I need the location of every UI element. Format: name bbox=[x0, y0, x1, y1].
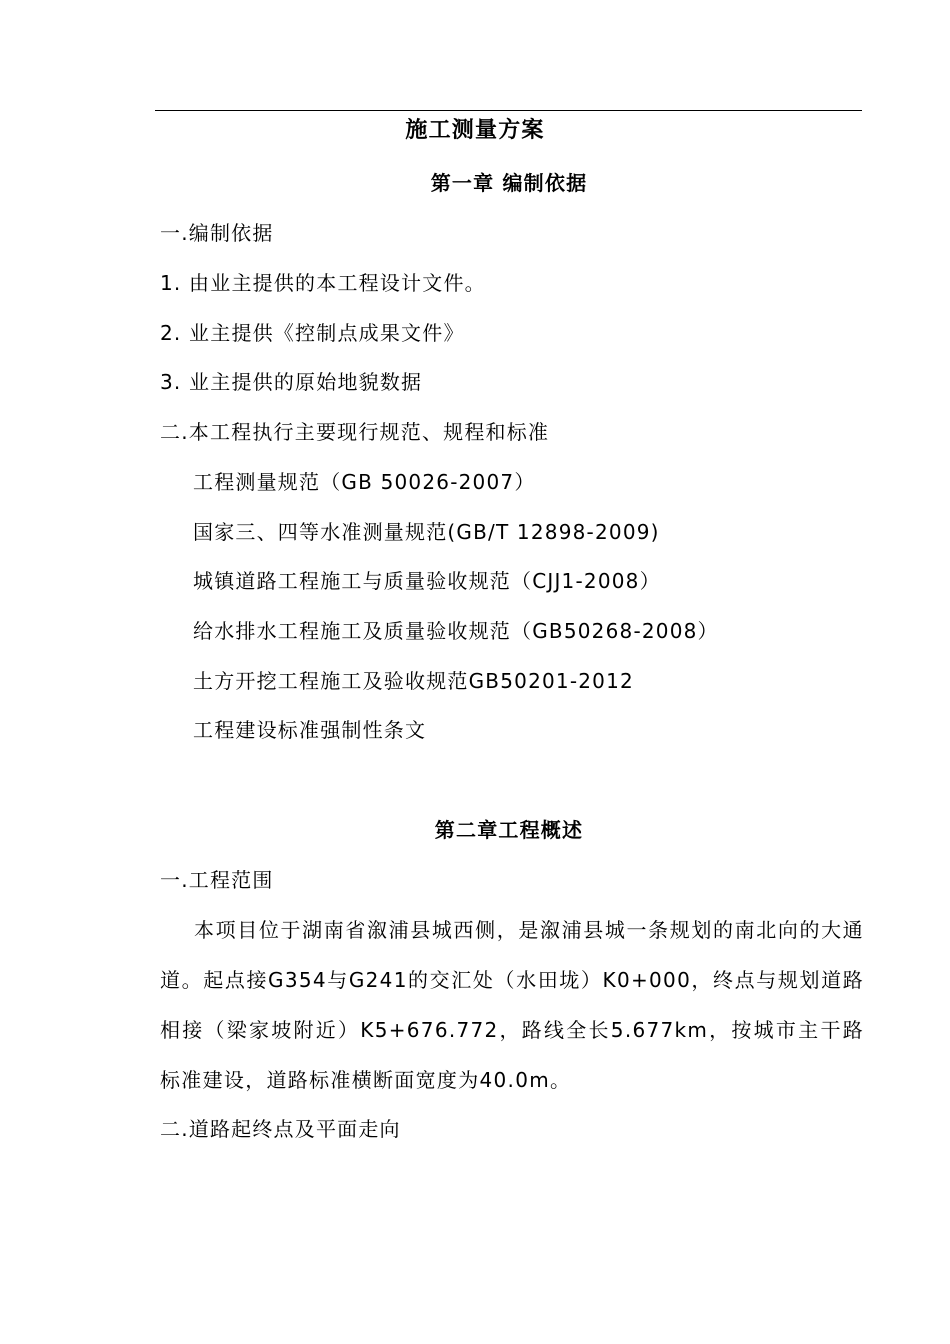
chapter2-section1-title: 一.工程范围 bbox=[160, 868, 274, 892]
chapter2-heading: 第二章工程概述 bbox=[434, 818, 584, 842]
standard-item: 给水排水工程施工及质量验收规范（GB50268-2008） bbox=[193, 619, 719, 643]
document-title: 施工测量方案 bbox=[405, 118, 545, 143]
standard-item: 工程建设标准强制性条文 bbox=[193, 718, 427, 742]
project-scope-paragraph: 本项目位于湖南省溆浦县城西侧，是溆浦县城一条规划的南北向的大通道。起点接G354与G241的交汇处（水田垅）K0+000，终点与规划道路相接（梁家坡附近）K5+676.772，路线全长5.677km，按城市主干路标准建设，道路标准横断面宽度为40.0m。 bbox=[160, 918, 864, 1092]
standard-item: 国家三、四等水准测量规范(GB/T 12898-2009) bbox=[193, 520, 660, 544]
list-item: 2. 业主提供《控制点成果文件》 bbox=[160, 321, 465, 345]
chapter1-section1-title: 一.编制依据 bbox=[160, 221, 274, 245]
list-item: 1. 由业主提供的本工程设计文件。 bbox=[160, 271, 486, 295]
standard-item: 城镇道路工程施工与质量验收规范（CJJ1-2008） bbox=[193, 569, 661, 593]
chapter1-heading: 第一章 编制依据 bbox=[430, 171, 588, 195]
chapter1-section2-title: 二.本工程执行主要现行规范、规程和标准 bbox=[160, 420, 550, 444]
list-item: 3. 业主提供的原始地貌数据 bbox=[160, 370, 423, 394]
header-rule bbox=[155, 110, 862, 111]
standard-item: 工程测量规范（GB 50026-2007） bbox=[193, 470, 536, 494]
chapter2-section2-title: 二.道路起终点及平面走向 bbox=[160, 1117, 401, 1141]
standard-item: 土方开挖工程施工及验收规范GB50201-2012 bbox=[193, 669, 634, 693]
